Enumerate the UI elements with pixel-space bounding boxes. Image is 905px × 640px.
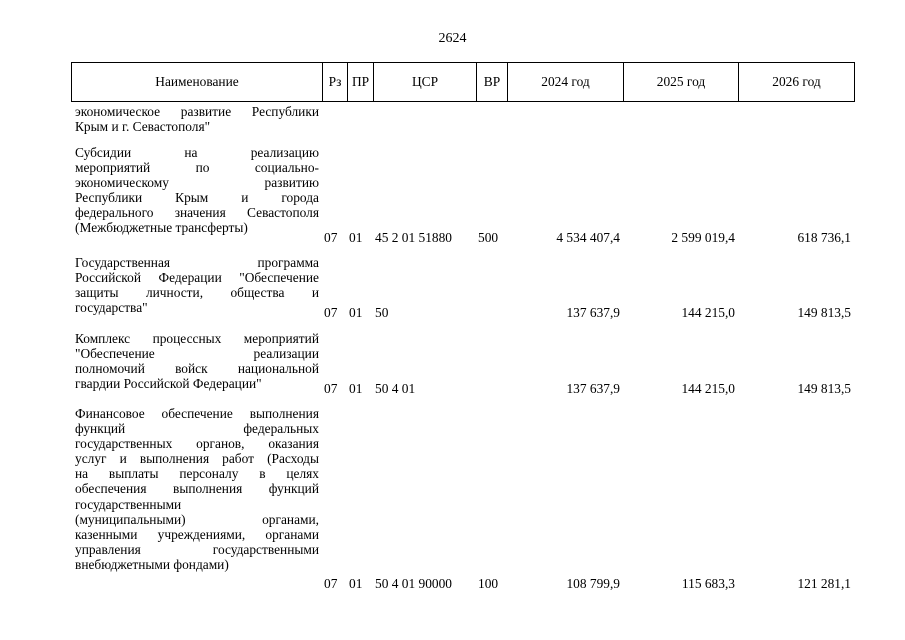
header-name: Наименование bbox=[72, 63, 323, 102]
cell-2026: 149 813,5 bbox=[797, 305, 851, 320]
cell-pr: 01 bbox=[349, 230, 363, 245]
row-name-line: экономическому развитию bbox=[75, 175, 319, 191]
cell-vr: 100 bbox=[478, 576, 499, 591]
row-name-line: функций федеральных bbox=[75, 421, 319, 437]
row-name-line: полномочий войск национальной bbox=[75, 361, 319, 377]
cell-2025: 144 215,0 bbox=[681, 381, 735, 396]
row-name-line: Крым и г. Севастополя" bbox=[75, 119, 211, 135]
row-name-line: казенными учреждениями, органами bbox=[75, 526, 319, 542]
header-2026: 2026 год bbox=[739, 63, 855, 102]
cell-2024: 137 637,9 bbox=[566, 305, 620, 320]
cell-2026: 149 813,5 bbox=[797, 381, 851, 396]
cell-2026: 121 281,1 bbox=[797, 576, 851, 591]
row-name-line: защиты личности, общества и bbox=[75, 285, 319, 301]
row-name-line: федерального значения Севастополя bbox=[75, 205, 319, 221]
cell-csr: 45 2 01 51880 bbox=[375, 230, 452, 245]
cell-2024: 108 799,9 bbox=[566, 576, 620, 591]
row-name-line: "Обеспечение реализации bbox=[75, 346, 319, 362]
row-name-line: внебюджетными фондами) bbox=[75, 556, 229, 572]
row-name-line: гвардии Российской Федерации" bbox=[75, 376, 262, 392]
cell-vr: 500 bbox=[478, 230, 499, 245]
cell-2024: 4 534 407,4 bbox=[556, 230, 620, 245]
row-name-line: государства" bbox=[75, 300, 148, 316]
row-name-line: Субсидии на реализацию bbox=[75, 145, 319, 160]
row-name-line: Государственная программа bbox=[75, 255, 319, 270]
row-name-line: Финансовое обеспечение выполнения bbox=[75, 406, 319, 421]
cell-2025: 144 215,0 bbox=[681, 305, 735, 320]
cell-csr: 50 4 01 90000 bbox=[375, 576, 452, 591]
row-name bbox=[75, 255, 319, 315]
row-name-line: мероприятий по социально- bbox=[75, 160, 319, 176]
row-name-line: (Межбюджетные трансферты) bbox=[75, 220, 248, 236]
row-name-line: обеспечения выполнения функций bbox=[75, 481, 319, 497]
header-pr: ПР bbox=[348, 63, 374, 102]
header-vr: ВР bbox=[477, 63, 508, 102]
row-name-line: на выплаты персоналу в целях bbox=[75, 466, 319, 482]
row-name-line: управления государственными bbox=[75, 541, 319, 557]
row-name-line: экономическое развитие Республики bbox=[75, 104, 319, 119]
cell-csr: 50 4 01 bbox=[375, 381, 416, 396]
table-header bbox=[71, 62, 855, 102]
header-rz: Рз bbox=[323, 63, 348, 102]
cell-csr: 50 bbox=[375, 305, 389, 320]
header-csr: ЦСР bbox=[374, 63, 477, 102]
cell-rz: 07 bbox=[324, 576, 338, 591]
row-name-line: (муниципальными) органами, bbox=[75, 511, 319, 527]
row-name-line: Комплекс процессных мероприятий bbox=[75, 331, 319, 346]
row-name-line: услуг и выполнения работ (Расходы bbox=[75, 451, 319, 467]
row-name bbox=[75, 145, 319, 236]
cell-pr: 01 bbox=[349, 305, 363, 320]
row-name-line: государственных органов, оказания bbox=[75, 436, 319, 452]
cell-pr: 01 bbox=[349, 576, 363, 591]
row-name bbox=[75, 406, 319, 572]
cell-rz: 07 bbox=[324, 230, 338, 245]
row-name bbox=[75, 331, 319, 391]
cell-rz: 07 bbox=[324, 305, 338, 320]
cell-2024: 137 637,9 bbox=[566, 381, 620, 396]
cell-2025: 2 599 019,4 bbox=[671, 230, 735, 245]
cell-2025: 115 683,3 bbox=[681, 576, 735, 591]
cell-pr: 01 bbox=[349, 381, 363, 396]
header-2024: 2024 год bbox=[508, 63, 624, 102]
row-name bbox=[75, 104, 319, 134]
cell-2026: 618 736,1 bbox=[797, 230, 851, 245]
row-name-line: государственными bbox=[75, 496, 182, 512]
page-number: 2624 bbox=[438, 31, 467, 46]
cell-rz: 07 bbox=[324, 381, 338, 396]
row-name-line: Республики Крым и города bbox=[75, 190, 319, 206]
header-2025: 2025 год bbox=[624, 63, 739, 102]
row-name-line: Российской Федерации "Обеспечение bbox=[75, 270, 319, 286]
